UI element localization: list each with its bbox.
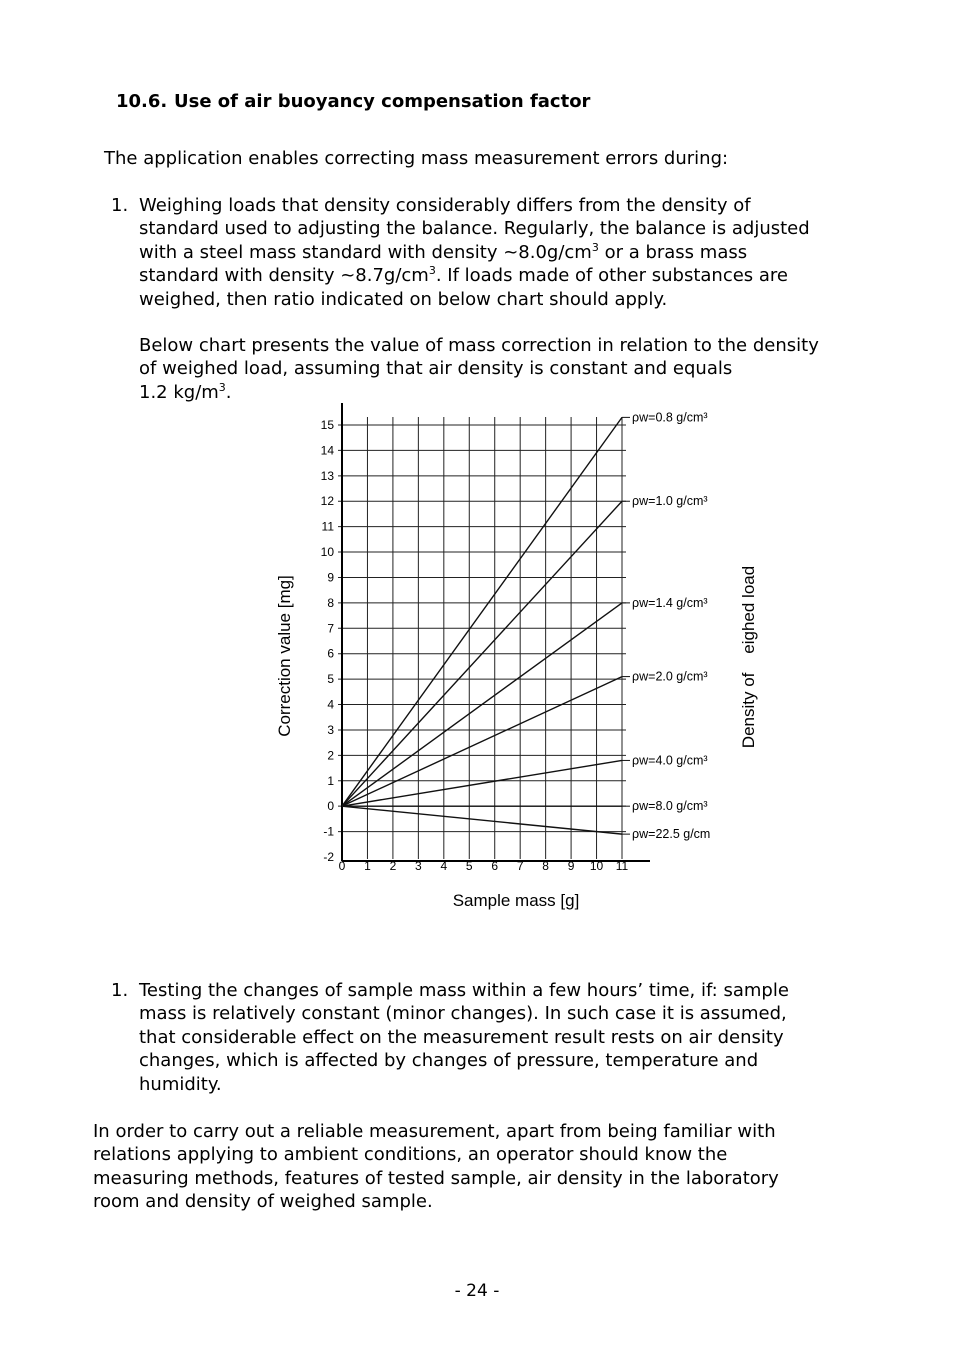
section-heading [116, 91, 590, 112]
series-line [342, 760, 622, 806]
y-tick-label: 10 [320, 545, 334, 560]
chart-axes [342, 403, 650, 861]
chart-series-labels [622, 410, 710, 841]
intro-paragraph: The application enables correcting mass measurement errors during: [104, 148, 729, 169]
x-tick-label: 11 [615, 859, 629, 873]
series-line [342, 806, 622, 834]
series-line [342, 677, 622, 807]
y-tick-label: 6 [327, 646, 334, 661]
y-tick-label: -1 [323, 824, 334, 839]
y-tick-label: 15 [320, 418, 334, 432]
series-label: ρw=22.5 g/cm [632, 827, 711, 842]
desc-line3-text: . [225, 381, 232, 403]
list2-line: mass is relatively constant (minor changes). In such case it is assumed, [139, 1003, 787, 1025]
list1-line4-text: . If loads made of other substances are [435, 265, 789, 287]
y-tick-label: 7 [327, 621, 334, 636]
y-tick-label: 13 [320, 468, 334, 483]
desc-line: Below chart presents the value of mass correction in relation to the density [139, 335, 819, 356]
x-tick-label: 1 [364, 859, 371, 873]
chart-ticks [321, 418, 629, 873]
final-line: room and density of weighed sample. [93, 1191, 433, 1213]
x-tick-label: 9 [567, 859, 575, 873]
list1-line: standard used to adjusting the balance. Regularly, the balance is adjusted [139, 218, 810, 240]
section-number: 10.6. [116, 91, 168, 112]
series-label: ρw=1.4 g/cm³ [632, 595, 708, 610]
y-tick-label: -2 [323, 850, 334, 864]
chart-grid [338, 417, 626, 859]
y-tick-label: 4 [327, 697, 334, 712]
y-tick-label: 2 [327, 748, 334, 763]
list2-line: changes, which is affected by changes of pressure, temperature and [139, 1050, 759, 1072]
list1-line: Weighing loads that density considerably differs from the density of [139, 195, 751, 216]
series-label: ρw=8.0 g/cm³ [632, 799, 708, 814]
chart-series [342, 417, 622, 834]
final-line: relations applying to ambient conditions, an operator should know the [93, 1144, 728, 1166]
page-number: - 24 - [454, 1281, 500, 1301]
right-axis-label: Density of eighed load [739, 565, 758, 749]
list1-line [139, 264, 810, 287]
y-tick-label: 11 [321, 519, 334, 534]
superscript: 3 [428, 264, 436, 278]
series-label: ρw=1.0 g/cm³ [632, 494, 708, 509]
list2-number: 1. [111, 980, 129, 1001]
y-tick-label: 3 [327, 722, 334, 737]
y-tick-label: 9 [327, 570, 334, 585]
y-tick-label: 1 [327, 773, 334, 788]
x-tick-label: 4 [440, 859, 448, 873]
x-tick-label: 6 [491, 859, 499, 873]
x-tick-label: 5 [465, 859, 473, 873]
desc-line3-text: 1.2 kg/m [139, 381, 219, 403]
x-tick-label: 10 [589, 859, 604, 873]
y-tick-label: 8 [327, 595, 334, 610]
desc-line: of weighed load, assuming that air density is constant and equals [139, 358, 733, 380]
list2-line: humidity. [139, 1073, 222, 1095]
list1-line [139, 241, 810, 264]
list1-body [139, 194, 810, 311]
correction-chart [260, 395, 760, 915]
series-label: ρw=2.0 g/cm³ [632, 669, 708, 684]
series-label: ρw=0.8 g/cm³ [632, 410, 708, 425]
series-label: ρw=4.0 g/cm³ [632, 753, 708, 768]
list1-line4-text: standard with density ~8.7g/cm [139, 265, 429, 287]
y-tick-label: 0 [327, 799, 334, 814]
list1-line3-text: or a brass mass [598, 241, 748, 263]
final-line: In order to carry out a reliable measurement, apart from being familiar with [93, 1121, 776, 1142]
y-tick-label: 12 [320, 494, 334, 509]
y-tick-label: 5 [327, 672, 334, 687]
y-tick-label: 14 [320, 443, 334, 458]
list1-number: 1. [111, 195, 129, 216]
list2-line: Testing the changes of sample mass within a few hours’ time, if: sample [139, 980, 789, 1001]
superscript: 3 [591, 240, 599, 254]
x-tick-label: 2 [389, 859, 397, 873]
x-axis-label: Sample mass [g] [452, 891, 580, 910]
list2-line: that considerable effect on the measurement result rests on air density [139, 1026, 784, 1048]
section-title: Use of air buoyancy compensation factor [174, 91, 591, 112]
list2-body [139, 979, 789, 1096]
y-axis-label: Correction value [mg] [275, 575, 294, 737]
final-paragraph [93, 1120, 779, 1214]
final-line: measuring methods, features of tested sample, air density in the laboratory [93, 1167, 779, 1189]
chart-description-paragraph [139, 334, 819, 404]
superscript: 3 [218, 380, 226, 394]
x-tick-label: 0 [338, 859, 346, 873]
x-tick-label: 7 [516, 859, 524, 873]
x-tick-label: 3 [415, 859, 422, 873]
list1-line: weighed, then ratio indicated on below chart should apply. [139, 288, 668, 310]
list1-line3-text: with a steel mass standard with density ~8.0g/cm [139, 241, 592, 263]
x-tick-label: 8 [542, 859, 549, 873]
